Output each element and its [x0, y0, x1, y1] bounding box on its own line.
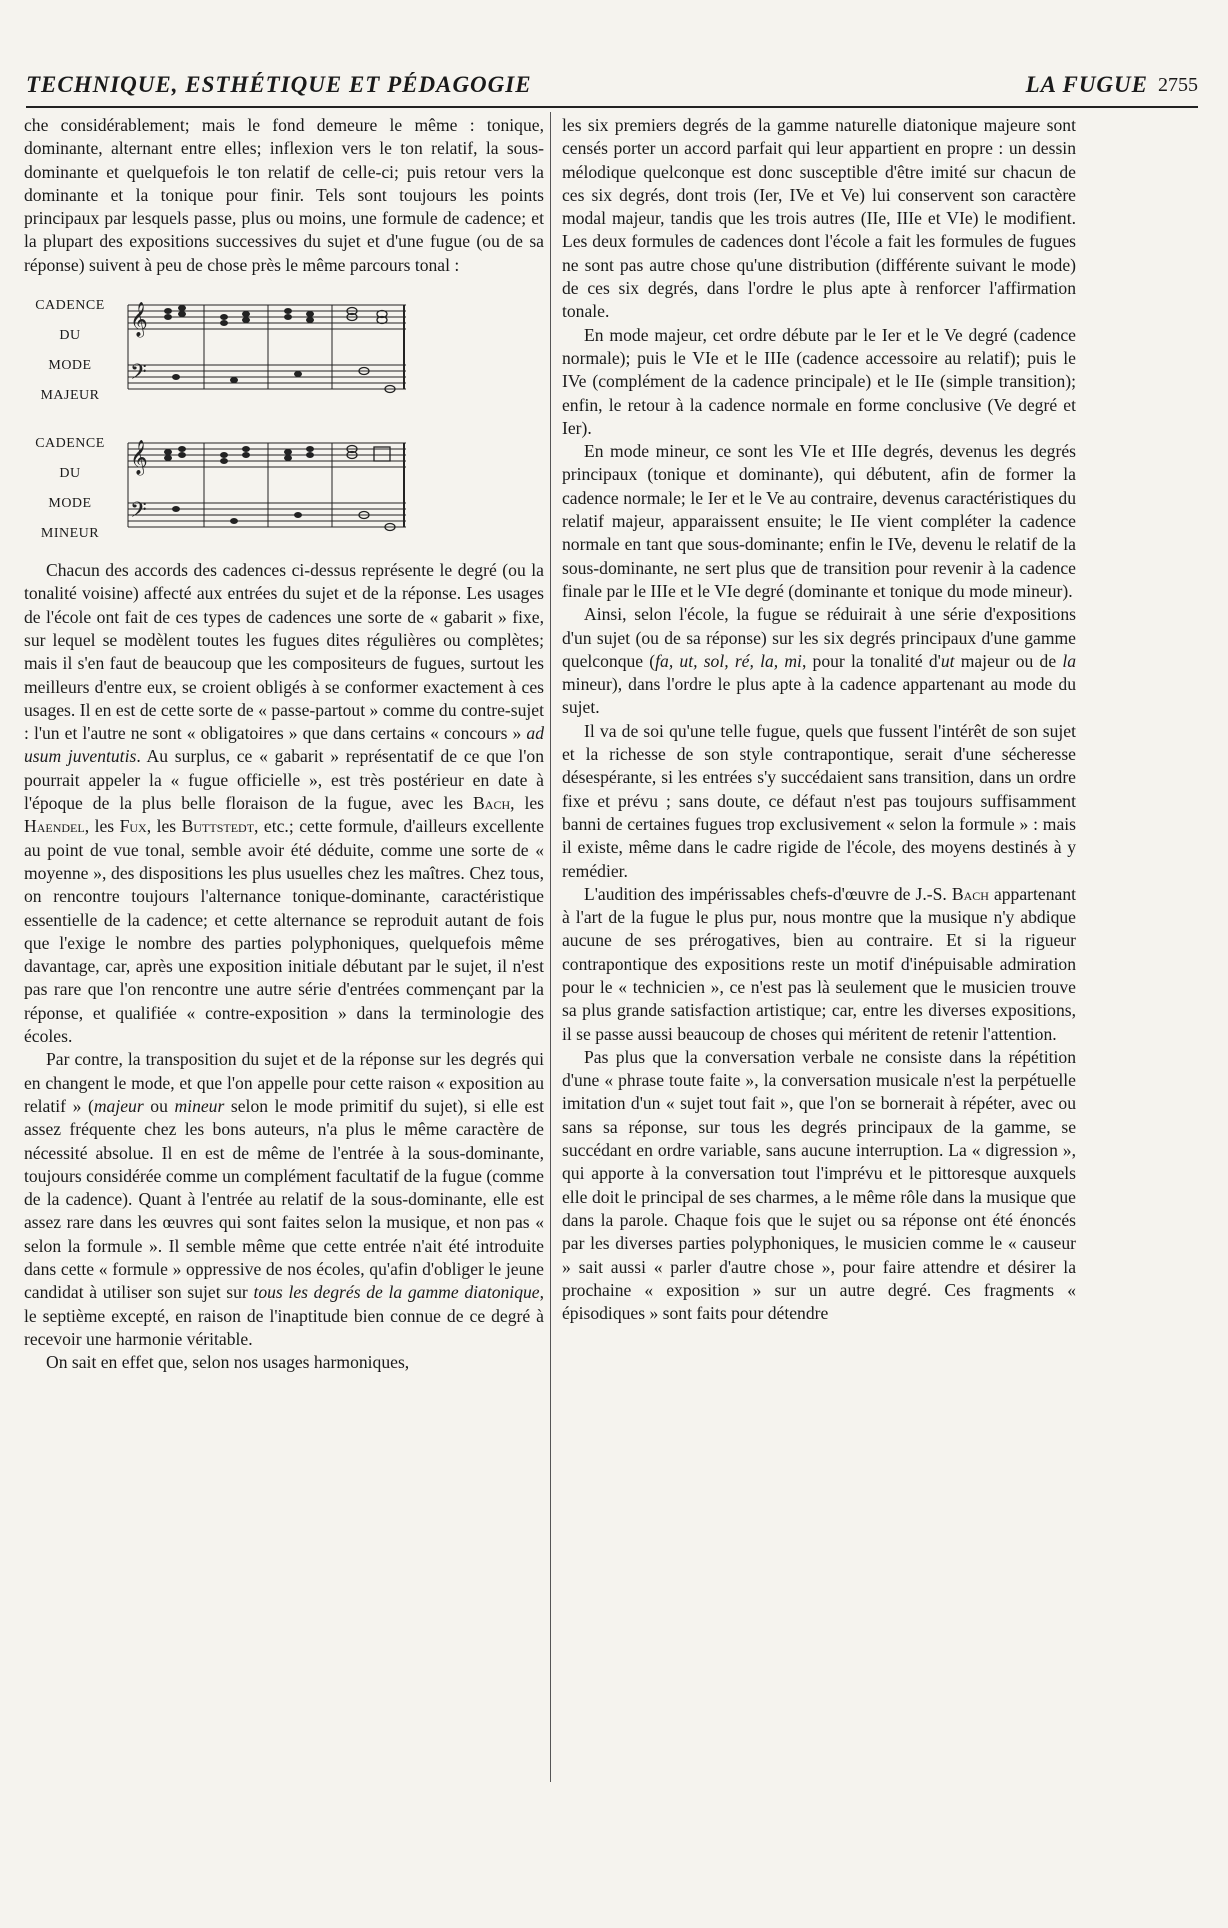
- paragraph: En mode mineur, ce sont les VIe et IIIe degrés, devenus les degrés principaux (tonique et dominante), qui débutent, afin de former la cadence normale; le Ier et le Ve au contraire, devenus caractéristiques du relatif majeur, apparaissent ensuite; le IIe vient compléter la cadence normale en tant que sous-dominante; enfin le IVe, devenu le relatif de la sous-dominante, ne sert plus que de transition pour revenir à la cadence finale par le IIIe et le VIe degré (dominante et tonique du mode mineur).: [562, 441, 1076, 601]
- svg-text:𝄞: 𝄞: [130, 441, 148, 475]
- column-divider: [550, 112, 551, 1782]
- music-label: CADENCE DU MODE MAJEUR: [35, 298, 105, 404]
- svg-text:𝄢: 𝄢: [130, 498, 147, 528]
- music-example-minor: [24, 425, 544, 553]
- svg-text:𝄞: 𝄞: [130, 303, 148, 337]
- score-major: [116, 291, 416, 411]
- paragraph: les six premiers degrés de la gamme naturelle diatonique majeure sont censés porter un accord parfait qui leur appartient en propre : un dessin mélodique quelconque est donc susceptible d'être imité sur chacun de ces six degrés, dont trois (Ier, IVe et Ve) lui conservent son caractère modal majeur, tandis que les trois autres (IIe, IIIe et VIe) le modifient. Les deux formules de cadences dont l'école a fait les formules de fugues ne sont pas autre chose qu'une distribution (différente suivant le mode) de ces six degrés, dans l'ordre le plus apte à renforcer l'affirmation tonale.: [562, 115, 1076, 322]
- paragraph: En mode majeur, cet ordre débute par le Ier et le Ve degré (cadence normale); puis le VIe et le IIIe (cadence accessoire au relatif); puis le IVe (complément de la cadence principale) et le IIe (simple transition); enfin, le retour à la cadence normale en forme conclusive (Ve degré et Ier).: [562, 324, 1076, 438]
- music-label: CADENCE DU MODE MINEUR: [35, 436, 105, 542]
- paragraph: On sait en effet que, selon nos usages harmoniques,: [46, 1352, 410, 1373]
- music-example-major: [24, 287, 544, 415]
- paragraph: Par contre, la transposition du sujet et de la réponse sur les degrés qui en changent le mode, et que l'on appelle pour cette raison « exposition au relatif » (majeur ou mineur selon le mode primitif du sujet), si elle est assez fréquente chez les bons auteurs, n'a plus le même caractère de nécessité absolue. Il en est de même de l'entrée à la sous-dominante, toujours considérée comme un complément facultatif de la fugue (comme de la cadence). Quant à l'entrée au relatif de la sous-dominante, elle est assez rare dans les œuvres qui sont faites selon la musique, et non pas « selon la formule ». Il semble même que cette entrée n'ait été introduite dans cette « formule » oppressive de nos écoles, qu'afin d'obliger le jeune candidat à utiliser son sujet sur tous les degrés de la gamme diatonique, le septième excepté, en raison de l'inaptitude bien connue de ce degré à recevoir une harmonie véritable.: [24, 1049, 545, 1349]
- svg-text:𝄢: 𝄢: [130, 360, 147, 390]
- paragraph: Il va de soi qu'une telle fugue, quels que fussent l'intérêt de son sujet et la richesse de son style contrapontique, serait d'une sécheresse désespérante, si les entrées s'y succédaient sans transition, dans un ordre fixe et prévu ; sans doute, ce défaut n'est pas toujours suffisamment banni de certaines fugues trop exclusivement « selon la formule » : mais il existe, même dans le cadre rigide de l'école, des moyens destinés à y remédier.: [562, 720, 1076, 881]
- paragraph: che considérablement; mais le fond demeure le même : tonique, dominante, alternant entre elles; inflexion vers le ton relatif, la sous-dominante et quelquefois le ton relatif de celle-ci; puis retour vers la dominante et la tonique pour finir. Tels sont toujours les points principaux par lesquels passe, plus ou moins, une formule de cadence; et la plupart des expositions successives du sujet et d'une fugue (ou de sa réponse) suivent à peu de chose près le même parcours tonal :: [24, 115, 544, 275]
- page-number: 2755: [1158, 74, 1198, 96]
- left-column: [24, 114, 544, 1374]
- paragraph: Chacun des accords des cadences ci-dessus représente le degré (ou la tonalité voisine) affecté aux entrées du sujet et de la réponse. Les usages de l'école ont fait de ces types de cadences une sorte de « gabarit » fixe, sur lequel se modèlent toutes les fugues dites régulières ou complètes; mais il s'en faut de beaucoup que les compositeurs de fugues, surtout les meilleurs d'entre eux, se croient obligés à se conformer exactement à ces usages. Il en est de cette sorte de « passe-partout » comme du contre-sujet : l'un et l'autre ne sont « obligatoires » que dans certains « concours » ad usum juventutis. Au surplus, ce « gabarit » représentatif de ce que l'on pourrait appeler la « fugue officielle », est très postérieur en date à l'époque de la plus belle floraison de la fugue, avec les Bach, les Haendel, les Fux, les Buttstedt, etc.; cette formule, d'ailleurs excellente au point de vue tonal, semble avoir été déduite, comme une sorte de « moyenne », des dispositions les plus usuelles chez les maîtres. Chez tous, on rencontre toujours l'alternance tonique-dominante, caractéristique essentielle de la cadence; et cette alternance se reproduit autant de fois que l'exige le nombre des parties polyphoniques, quelquefois même davantage, car, après une exposition initiale débutant par le sujet, il n'est pas rare que l'on rencontre une autre série d'entrées commençant par la réponse, et qualifiée « contre-exposition » dans la terminologie des écoles.: [24, 560, 545, 1047]
- right-column: [562, 114, 1076, 1325]
- paragraph: Ainsi, selon l'école, la fugue se réduirait à une série d'expositions d'un sujet (ou de sa réponse) sur les six degrés principaux d'une gamme quelconque (fa, ut, sol, ré, la, mi, pour la tonalité d'ut majeur ou de la mineur), dans l'ordre le plus apte à la cadence appartenant au mode du sujet.: [562, 604, 1077, 718]
- page-header: [26, 70, 1198, 108]
- paragraph: L'audition des impérissables chefs-d'œuvre de J.-S. Bach appartenant à l'art de la fugue le plus pur, nous montre que la musique n'y abdique aucune de ses prérogatives, bien au contraire. Et si la rigueur contrapontique des expositions reste un motif d'inépuisable admiration pour le « technicien », ce n'est pas là seulement que le musicien trouve sa plus grande satisfaction artistique; car, entre les diverses expositions, il se passe aussi beaucoup de choses qui méritent de retenir l'attention.: [562, 883, 1076, 1044]
- paragraph: Pas plus que la conversation verbale ne consiste dans la répétition d'une « phrase toute faite », la conversation musicale n'est la perpétuelle imitation d'un « sujet tout fait », que l'on se bornerait à répéter, avec ou sans sa réponse, sur tous les degrés principaux de la gamme, se succédant en ordre variable, sans aucune interruption. La « digression », qui apporte à la conversation tout l'imprévu et le pittoresque auxquels elle doit le principal de ses charmes, a le même rôle dans la musique que dans la parole. Chaque fois que le sujet ou sa réponse ont été énoncés par les diverses parties polyphoniques, le musicien comme le « causeur » sait aussi « parler d'autre chose », pour faire attendre et désirer la prochaine « exposition » sur un autre degré. Ces fragments « épisodiques » sont faits pour détendre: [562, 1046, 1076, 1324]
- running-head-left: TECHNIQUE, ESTHÉTIQUE ET PÉDAGOGIE: [26, 72, 532, 97]
- running-head-right: LA FUGUE: [1025, 72, 1148, 97]
- score-minor: [116, 429, 416, 549]
